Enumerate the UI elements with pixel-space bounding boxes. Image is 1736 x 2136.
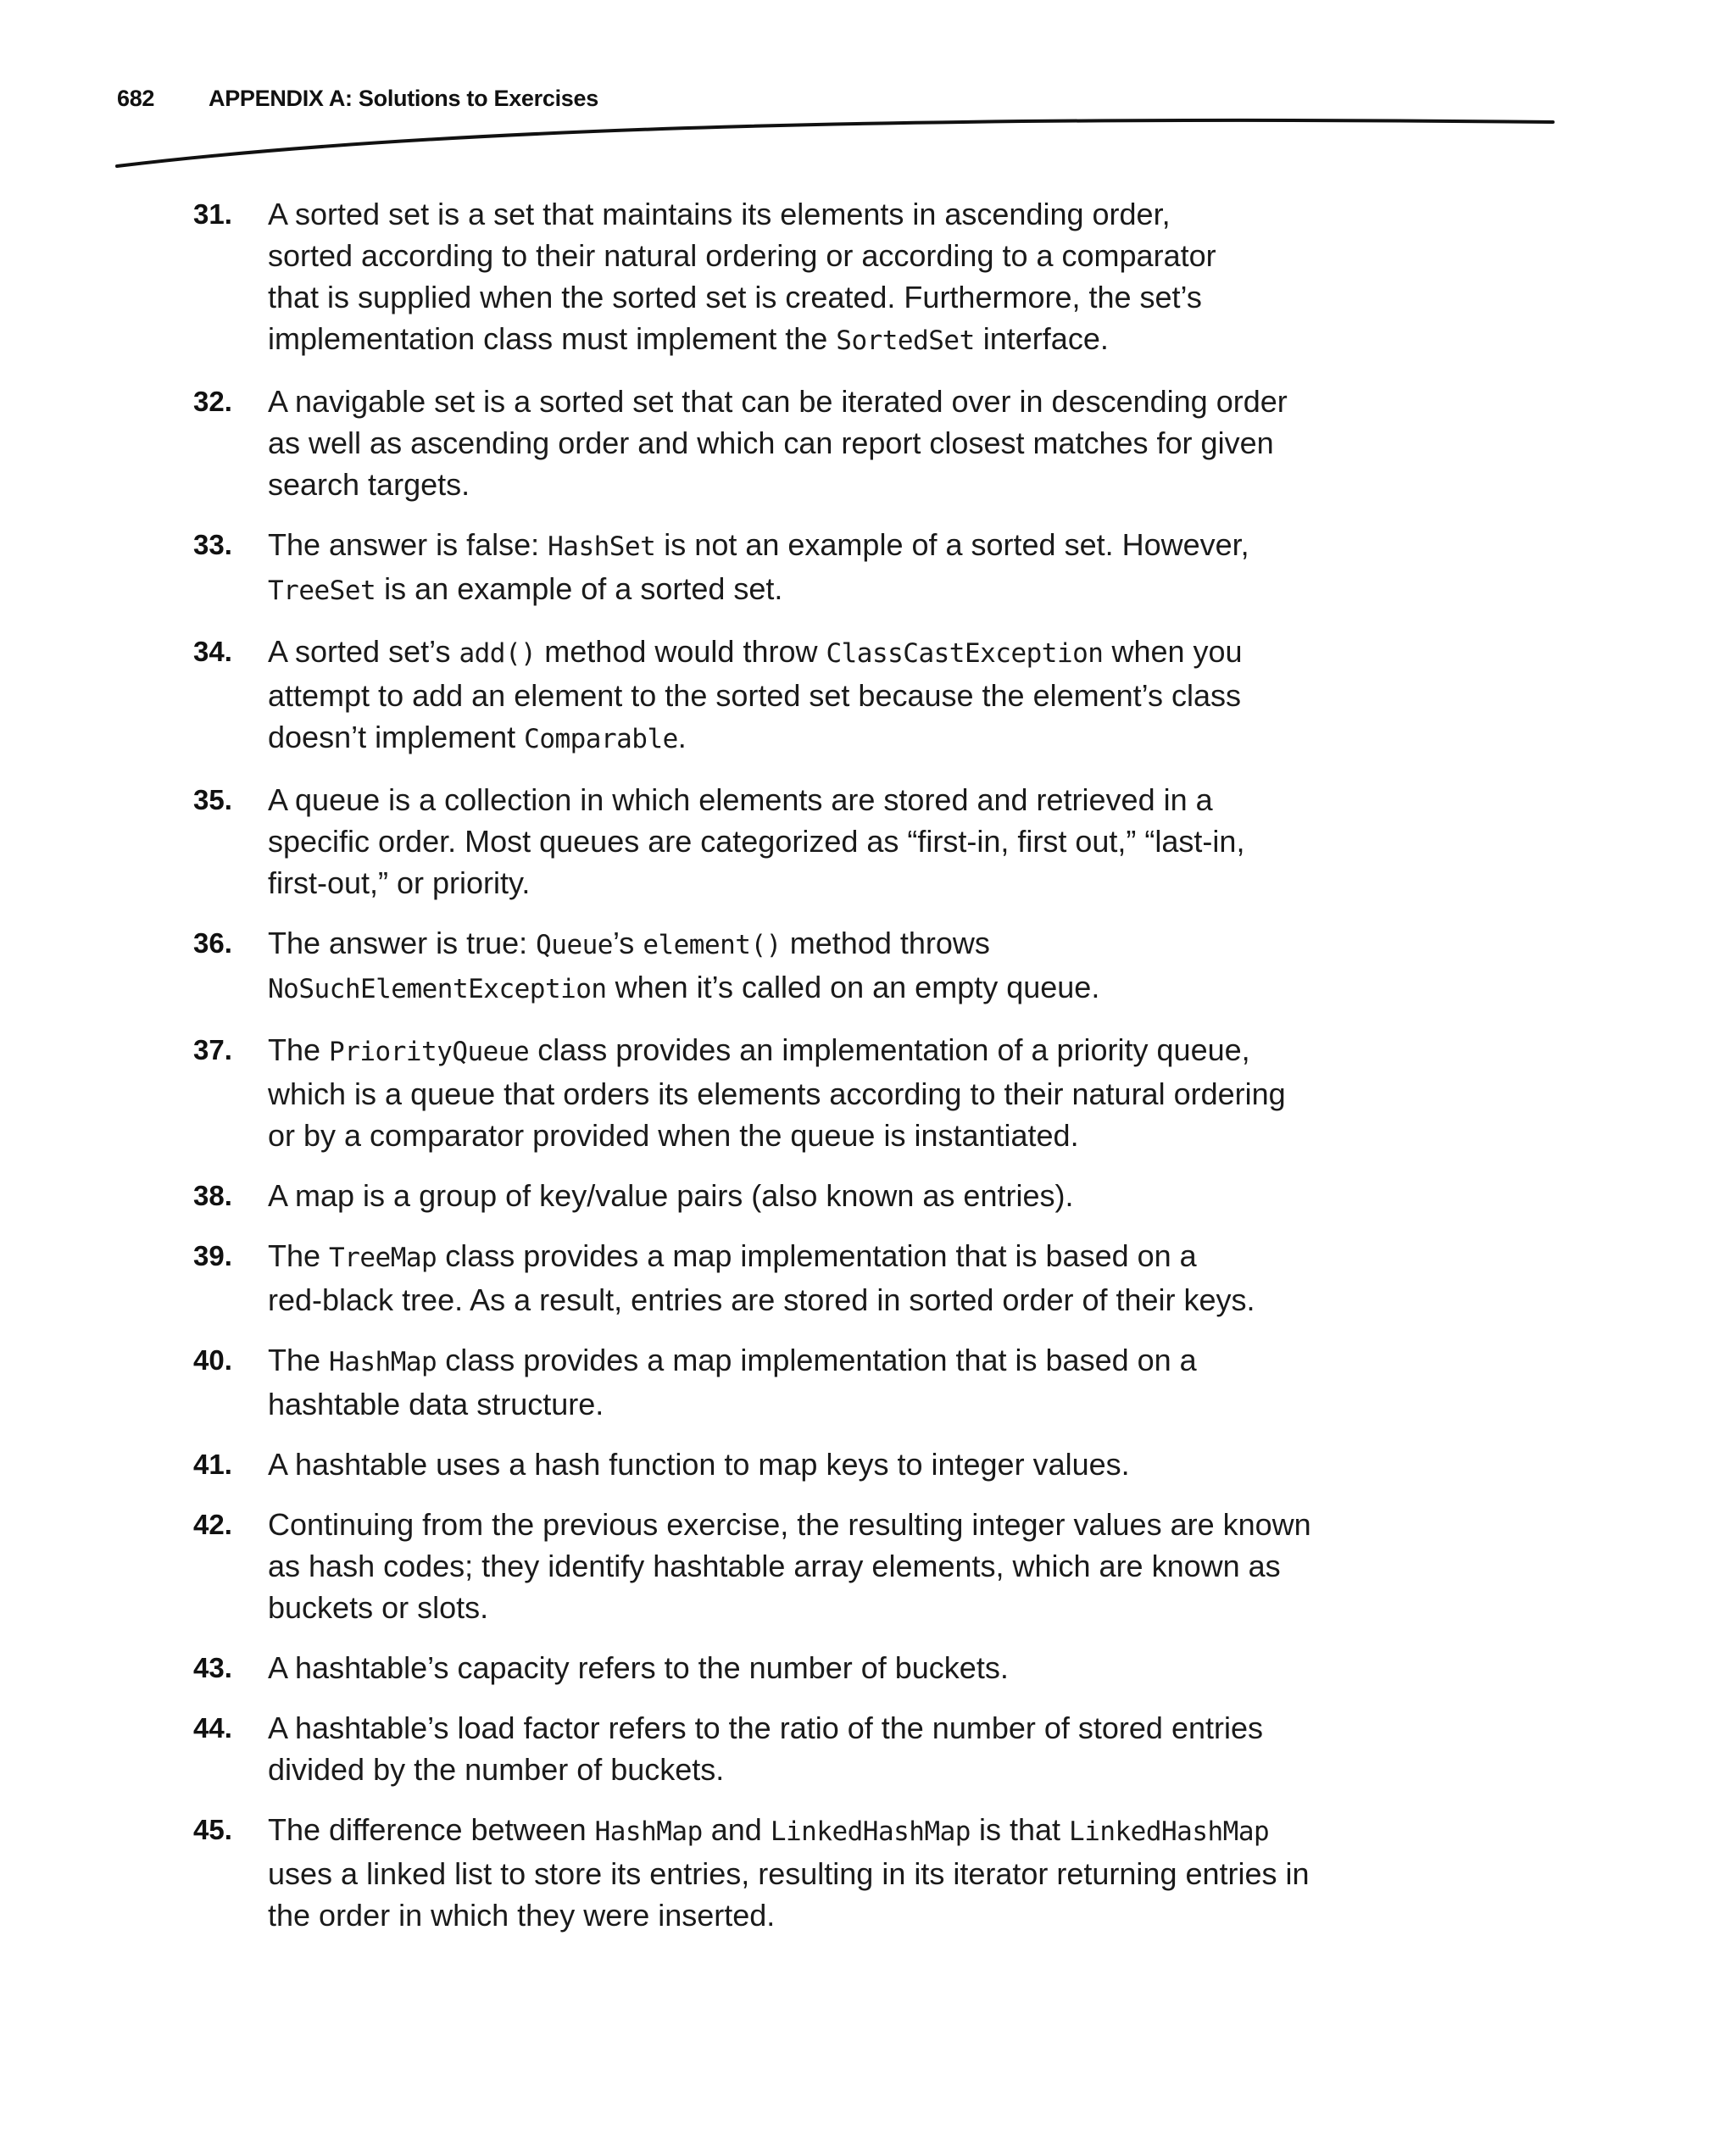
exercise-answer <box>268 1707 1397 1790</box>
answer-text: The answer is true: <box>268 926 537 960</box>
answer-text: and <box>702 1812 771 1847</box>
code-identifier: NoSuchElementException <box>268 974 607 1004</box>
answer-text: which is a queue that orders its elements according to their natural ordering <box>268 1076 1286 1111</box>
exercise-number: 42. <box>193 1509 232 1540</box>
answer-text: Continuing from the previous exercise, the resulting integer values are known <box>268 1507 1311 1542</box>
code-identifier: PriorityQueue <box>329 1037 530 1067</box>
exercise-item <box>193 631 1397 760</box>
code-identifier: ClassCastException <box>826 638 1104 669</box>
header-swoosh-rule <box>0 0 1736 186</box>
exercise-number: 37. <box>193 1034 232 1065</box>
code-identifier: add() <box>459 638 537 669</box>
answer-text: ’s <box>612 926 643 960</box>
exercise-answer <box>268 1504 1397 1628</box>
exercise-answer <box>268 779 1397 904</box>
exercise-list <box>193 193 1397 1955</box>
answer-text: A hashtable’s load factor refers to the ratio of the number of stored entries <box>268 1710 1264 1745</box>
exercise-item <box>193 1339 1397 1425</box>
answer-text: The difference between <box>268 1812 595 1847</box>
code-identifier: TreeMap <box>329 1243 437 1273</box>
exercise-number: 31. <box>193 198 232 230</box>
exercise-item <box>193 779 1397 904</box>
answer-text: when you <box>1103 634 1243 669</box>
answer-text: The answer is false: <box>268 527 548 562</box>
exercise-answer <box>268 1443 1397 1485</box>
exercise-item <box>193 193 1397 362</box>
exercise-item <box>193 1029 1397 1156</box>
answer-text: is that <box>970 1812 1070 1847</box>
answer-text: attempt to add an element to the sorted set because the element’s class <box>268 678 1242 713</box>
exercise-number: 41. <box>193 1449 232 1480</box>
exercise-number: 33. <box>193 529 232 560</box>
answer-text: A sorted set’s <box>268 634 459 669</box>
answer-text: A hashtable uses a hash function to map keys to integer values. <box>268 1447 1130 1482</box>
exercise-item <box>193 1504 1397 1628</box>
answer-text: method would throw <box>536 634 826 669</box>
answer-text: The <box>268 1343 330 1377</box>
answer-text: . <box>677 720 687 754</box>
answer-text: divided by the number of buckets. <box>268 1752 725 1787</box>
exercise-answer <box>268 1175 1397 1216</box>
answer-text: A queue is a collection in which elements are stored and retrieved in a <box>268 782 1213 817</box>
answer-text: when it’s called on an empty queue. <box>606 970 1100 1004</box>
answer-text: buckets or slots. <box>268 1590 489 1625</box>
answer-text: hashtable data structure. <box>268 1387 604 1421</box>
answer-text: method throws <box>781 926 990 960</box>
code-identifier: TreeSet <box>268 576 376 606</box>
answer-text: sorted according to their natural ordering or according to a comparator <box>268 238 1216 273</box>
answer-text: interface. <box>974 321 1109 356</box>
answer-text: or by a comparator provided when the queue is instantiated. <box>268 1118 1079 1153</box>
exercise-number: 39. <box>193 1240 232 1271</box>
exercise-answer <box>268 1809 1397 1936</box>
exercise-number: 36. <box>193 927 232 959</box>
code-identifier: Comparable <box>524 724 678 754</box>
answer-text: red-black tree. As a result, entries are stored in sorted order of their keys. <box>268 1282 1255 1317</box>
answer-text: A navigable set is a sorted set that can be iterated over in descending order <box>268 384 1288 419</box>
answer-text: class provides a map implementation that is based on a <box>437 1343 1197 1377</box>
exercise-answer <box>268 1339 1397 1425</box>
answer-text: class provides an implementation of a priority queue, <box>529 1032 1250 1067</box>
exercise-number: 38. <box>193 1180 232 1211</box>
code-identifier: LinkedHashMap <box>770 1816 971 1847</box>
code-identifier: HashSet <box>548 531 656 562</box>
exercise-answer <box>268 193 1397 362</box>
answer-text: class provides a map implementation that is based on a <box>437 1238 1197 1273</box>
exercise-item <box>193 524 1397 612</box>
exercise-answer <box>268 381 1397 505</box>
exercise-number: 45. <box>193 1814 232 1845</box>
exercise-answer <box>268 524 1397 612</box>
running-head-title: APPENDIX A: Solutions to Exercises <box>209 85 598 111</box>
code-identifier: Queue <box>536 930 613 960</box>
exercise-number: 40. <box>193 1344 232 1376</box>
code-identifier: SortedSet <box>836 325 975 356</box>
answer-text: is not an example of a sorted set. However, <box>655 527 1249 562</box>
exercise-item <box>193 1175 1397 1216</box>
exercise-item <box>193 1809 1397 1936</box>
code-identifier: HashMap <box>329 1347 437 1377</box>
exercise-number: 43. <box>193 1652 232 1683</box>
exercise-number: 35. <box>193 784 232 815</box>
exercise-item <box>193 922 1397 1010</box>
exercise-number: 34. <box>193 636 232 667</box>
exercise-answer <box>268 922 1397 1010</box>
answer-text: the order in which they were inserted. <box>268 1898 776 1933</box>
answer-text: The <box>268 1238 330 1273</box>
exercise-item <box>193 381 1397 505</box>
answer-text: A hashtable’s capacity refers to the number of buckets. <box>268 1650 1009 1685</box>
answer-text: A map is a group of key/value pairs (also known as entries). <box>268 1178 1074 1213</box>
answer-text: as well as ascending order and which can report closest matches for given <box>268 426 1274 460</box>
answer-text: The <box>268 1032 330 1067</box>
page-number: 682 <box>117 85 155 111</box>
code-identifier: element() <box>643 930 782 960</box>
exercise-item <box>193 1707 1397 1790</box>
exercise-number: 32. <box>193 386 232 417</box>
exercise-answer <box>268 1235 1397 1321</box>
code-identifier: HashMap <box>594 1816 703 1847</box>
answer-text: search targets. <box>268 467 470 502</box>
answer-text: specific order. Most queues are categorized as “first-in, first out,” “last-in, <box>268 824 1245 859</box>
code-identifier: LinkedHashMap <box>1069 1816 1270 1847</box>
exercise-answer <box>268 631 1397 760</box>
answer-text: first-out,” or priority. <box>268 865 531 900</box>
answer-text: as hash codes; they identify hashtable array elements, which are known as <box>268 1549 1281 1583</box>
answer-text: implementation class must implement the <box>268 321 837 356</box>
exercise-number: 44. <box>193 1712 232 1744</box>
exercise-item <box>193 1443 1397 1485</box>
exercise-item <box>193 1235 1397 1321</box>
answer-text: uses a linked list to store its entries, resulting in its iterator returning entries in <box>268 1856 1310 1891</box>
answer-text: that is supplied when the sorted set is created. Furthermore, the set’s <box>268 280 1202 314</box>
exercise-answer <box>268 1029 1397 1156</box>
exercise-item <box>193 1647 1397 1688</box>
answer-text: A sorted set is a set that maintains its elements in ascending order, <box>268 197 1171 231</box>
answer-text: is an example of a sorted set. <box>376 571 783 606</box>
exercise-answer <box>268 1647 1397 1688</box>
answer-text: doesn’t implement <box>268 720 525 754</box>
